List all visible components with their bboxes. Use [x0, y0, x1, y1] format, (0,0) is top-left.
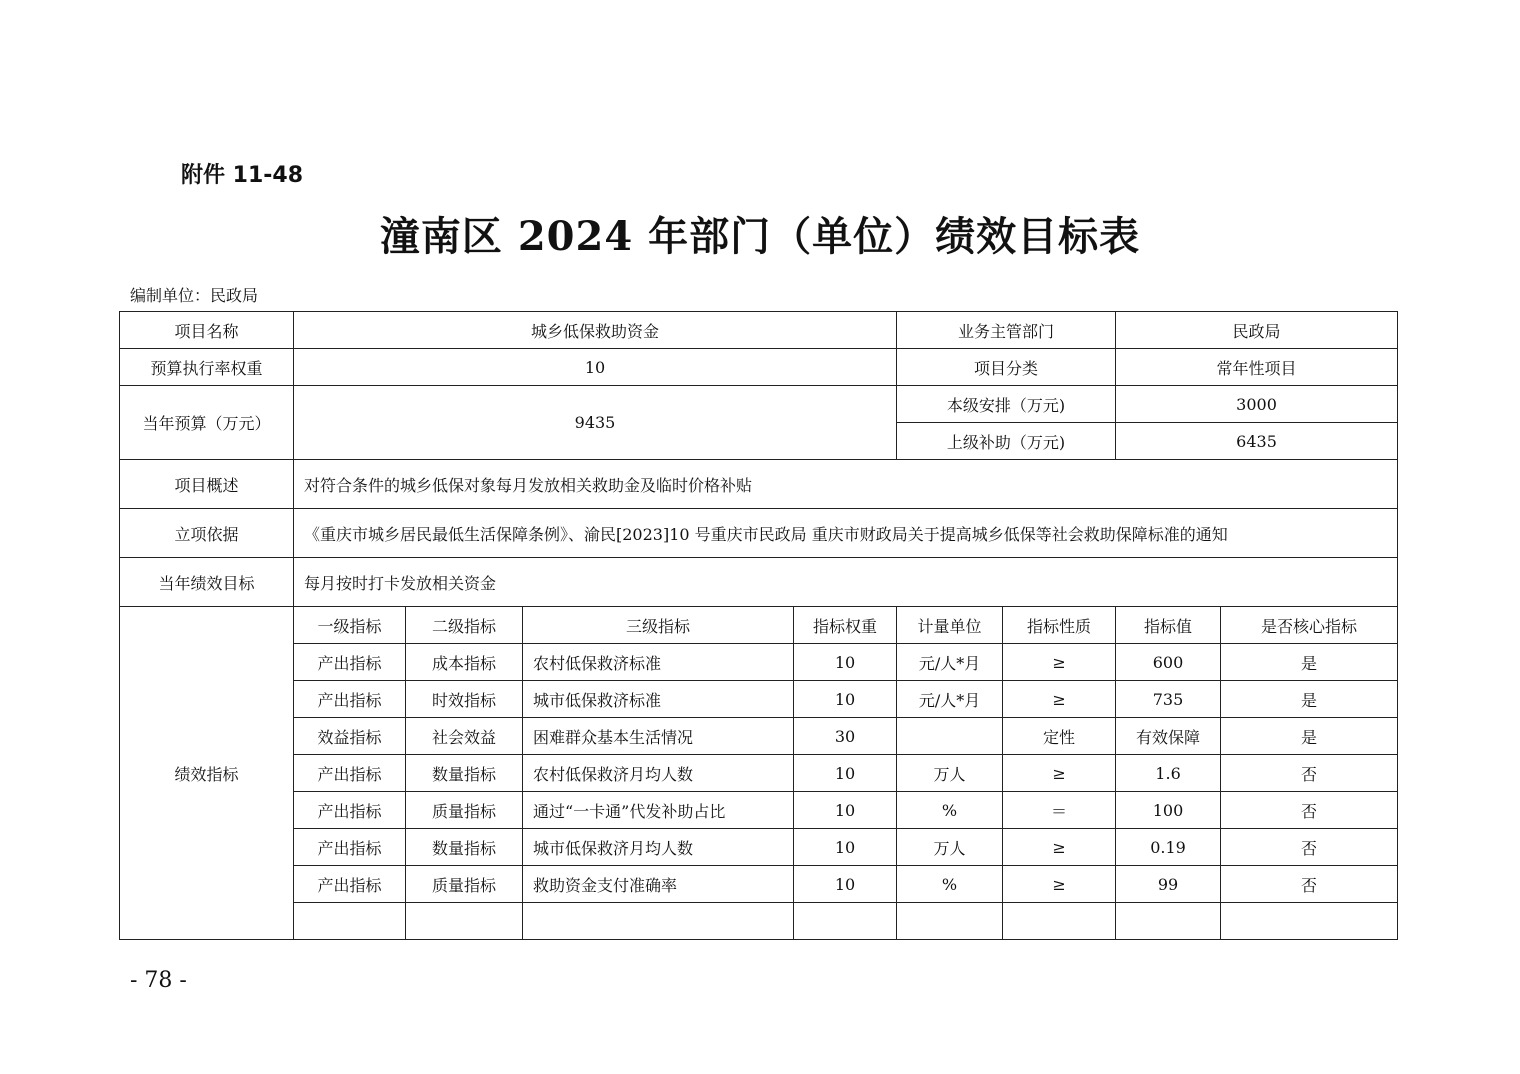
page-number: - 78 -	[130, 968, 187, 993]
indicator-row	[120, 681, 1398, 718]
indicator-cell: 救助资金支付准确率	[523, 866, 794, 903]
indicator-cell: 元/人*月	[897, 681, 1003, 718]
indicator-header-row	[120, 607, 1398, 644]
indicator-cell: 产出指标	[294, 866, 406, 903]
indicator-cell: 万人	[897, 755, 1003, 792]
row-budget-weight	[120, 349, 1398, 386]
indicator-cell: 10	[794, 829, 897, 866]
indicator-cell: 时效指标	[406, 681, 523, 718]
local-label: 本级安排（万元)	[897, 386, 1116, 423]
row-basis	[120, 509, 1398, 558]
indicator-cell: 产出指标	[294, 829, 406, 866]
indicator-cell: 定性	[1003, 718, 1116, 755]
indicator-row	[120, 866, 1398, 903]
basis-value: 《重庆市城乡居民最低生活保障条例》、渝民[2023]10 号重庆市民政局 重庆市财政局关于提高城乡低保等社会救助保障标准的通知	[294, 509, 1398, 558]
indicator-cell: 0.19	[1116, 829, 1221, 866]
indicator-cell: 成本指标	[406, 644, 523, 681]
indicator-cell: 通过“一卡通”代发补助占比	[523, 792, 794, 829]
row-project-name	[120, 312, 1398, 349]
local-value: 3000	[1116, 386, 1398, 423]
goal-value: 每月按时打卡发放相关资金	[294, 558, 1398, 607]
indicator-cell: ≥	[1003, 681, 1116, 718]
indicator-cell: 100	[1116, 792, 1221, 829]
indicator-row	[120, 755, 1398, 792]
indicator-cell: 735	[1116, 681, 1221, 718]
indicator-cell: 元/人*月	[897, 644, 1003, 681]
indicator-section-label: 绩效指标	[120, 607, 294, 940]
indicator-cell: %	[897, 866, 1003, 903]
row-goal	[120, 558, 1398, 607]
indicator-cell	[1221, 903, 1398, 940]
indicator-cell: 否	[1221, 792, 1398, 829]
indicator-cell: 城市低保救济月均人数	[523, 829, 794, 866]
indicator-cell: 产出指标	[294, 792, 406, 829]
indicator-cell: 产出指标	[294, 755, 406, 792]
indicator-cell	[897, 718, 1003, 755]
indicator-cell: 数量指标	[406, 755, 523, 792]
indicator-cell: ≥	[1003, 866, 1116, 903]
indicator-cell: 600	[1116, 644, 1221, 681]
indicator-row	[120, 718, 1398, 755]
indicator-cell: 是	[1221, 718, 1398, 755]
budget-value: 9435	[294, 386, 897, 460]
indicator-cell: 否	[1221, 755, 1398, 792]
indicator-cell	[294, 903, 406, 940]
indicator-cell: 10	[794, 792, 897, 829]
indicator-cell: 质量指标	[406, 866, 523, 903]
dept-value: 民政局	[1116, 312, 1398, 349]
indicator-cell: 农村低保救济月均人数	[523, 755, 794, 792]
indicator-cell: 99	[1116, 866, 1221, 903]
indicator-cell: 有效保障	[1116, 718, 1221, 755]
indicator-cell	[406, 903, 523, 940]
indicator-header-cell: 一级指标	[294, 607, 406, 644]
indicator-cell: 数量指标	[406, 829, 523, 866]
indicator-cell: 困难群众基本生活情况	[523, 718, 794, 755]
indicator-cell: 30	[794, 718, 897, 755]
indicator-cell: 社会效益	[406, 718, 523, 755]
attachment-label: 附件 11-48	[181, 163, 304, 188]
goal-label: 当年绩效目标	[120, 558, 294, 607]
budget-label: 当年预算（万元）	[120, 386, 294, 460]
indicator-cell: ＝	[1003, 792, 1116, 829]
indicator-cell: 农村低保救济标准	[523, 644, 794, 681]
indicator-cell: 否	[1221, 829, 1398, 866]
budget-weight-value: 10	[294, 349, 897, 386]
indicator-cell: 质量指标	[406, 792, 523, 829]
indicator-cell	[1003, 903, 1116, 940]
indicator-cell: %	[897, 792, 1003, 829]
overview-value: 对符合条件的城乡低保对象每月发放相关救助金及临时价格补贴	[294, 460, 1398, 509]
indicator-header-cell: 指标值	[1116, 607, 1221, 644]
indicator-cell: 否	[1221, 866, 1398, 903]
indicator-cell: ≥	[1003, 644, 1116, 681]
indicator-row	[120, 644, 1398, 681]
upper-value: 6435	[1116, 423, 1398, 460]
compiler-unit: 编制单位：民政局	[130, 286, 259, 305]
indicator-cell	[523, 903, 794, 940]
budget-weight-label: 预算执行率权重	[120, 349, 294, 386]
indicator-cell: 10	[794, 644, 897, 681]
indicator-header-cell: 二级指标	[406, 607, 523, 644]
basis-label: 立项依据	[120, 509, 294, 558]
indicator-cell	[1116, 903, 1221, 940]
indicator-cell: 10	[794, 866, 897, 903]
overview-label: 项目概述	[120, 460, 294, 509]
indicator-cell: 1.6	[1116, 755, 1221, 792]
indicator-row	[120, 792, 1398, 829]
project-name-value: 城乡低保救助资金	[294, 312, 897, 349]
indicator-cell: 10	[794, 755, 897, 792]
indicator-header-cell: 三级指标	[523, 607, 794, 644]
indicator-cell: 是	[1221, 644, 1398, 681]
category-value: 常年性项目	[1116, 349, 1398, 386]
indicator-header-cell: 是否核心指标	[1221, 607, 1398, 644]
indicator-row	[120, 903, 1398, 940]
indicator-cell: 城市低保救济标准	[523, 681, 794, 718]
indicator-cell: 10	[794, 681, 897, 718]
indicator-header-cell: 指标权重	[794, 607, 897, 644]
indicator-cell	[897, 903, 1003, 940]
indicator-cell: 是	[1221, 681, 1398, 718]
indicator-cell: 万人	[897, 829, 1003, 866]
category-label: 项目分类	[897, 349, 1116, 386]
indicator-cell: 产出指标	[294, 681, 406, 718]
indicator-cell: ≥	[1003, 829, 1116, 866]
project-name-label: 项目名称	[120, 312, 294, 349]
row-budget-local	[120, 386, 1398, 423]
upper-label: 上级补助（万元)	[897, 423, 1116, 460]
page-title: 潼南区 2024 年部门（单位）绩效目标表	[379, 213, 1141, 260]
indicator-row	[120, 829, 1398, 866]
indicator-cell: 效益指标	[294, 718, 406, 755]
indicator-header-cell: 指标性质	[1003, 607, 1116, 644]
performance-target-table	[119, 311, 1398, 940]
indicator-cell: ≥	[1003, 755, 1116, 792]
indicator-cell	[794, 903, 897, 940]
dept-label: 业务主管部门	[897, 312, 1116, 349]
row-overview	[120, 460, 1398, 509]
indicator-cell: 产出指标	[294, 644, 406, 681]
indicator-header-cell: 计量单位	[897, 607, 1003, 644]
